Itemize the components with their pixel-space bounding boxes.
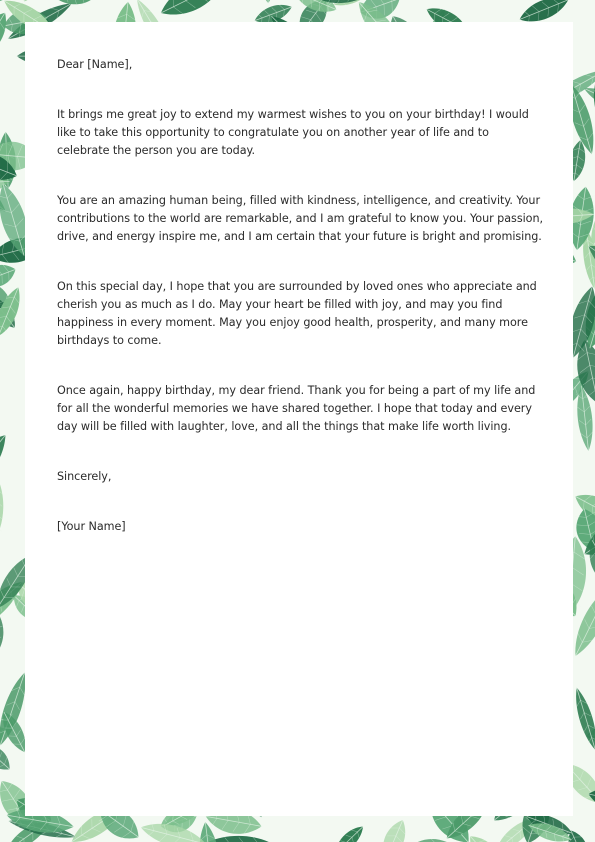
paragraph-4: Once again, happy birthday, my dear friend. Thank you for being a part of my life and for all the wonderful memories we have shared together. I hope that today and every day will be filled with laughter, love, and all the things that make life worth living. — [57, 384, 536, 433]
letter-paper — [25, 22, 573, 816]
signature: [Your Name] — [57, 520, 126, 533]
closing: Sincerely, — [57, 470, 112, 483]
salutation: Dear [Name], — [57, 58, 133, 71]
paragraph-2: You are an amazing human being, filled with kindness, intelligence, and creativity. Your contributions to the world are remarkable, and I am grateful to know you. Your passion, drive, and energy inspire me, and I am certain that your future is bright and promising. — [57, 194, 543, 243]
paragraph-1: It brings me great joy to extend my warmest wishes to you on your birthday! I would like to take this opportunity to congratulate you on another year of life and to celebrate the person you are today. — [57, 108, 529, 157]
paragraph-3: On this special day, I hope that you are surrounded by loved ones who appreciate and cherish you as much as I do. May your heart be filled with joy, and may you find happiness in every moment. May you enjoy good health, prosperity, and many more birthdays to come. — [57, 280, 537, 347]
